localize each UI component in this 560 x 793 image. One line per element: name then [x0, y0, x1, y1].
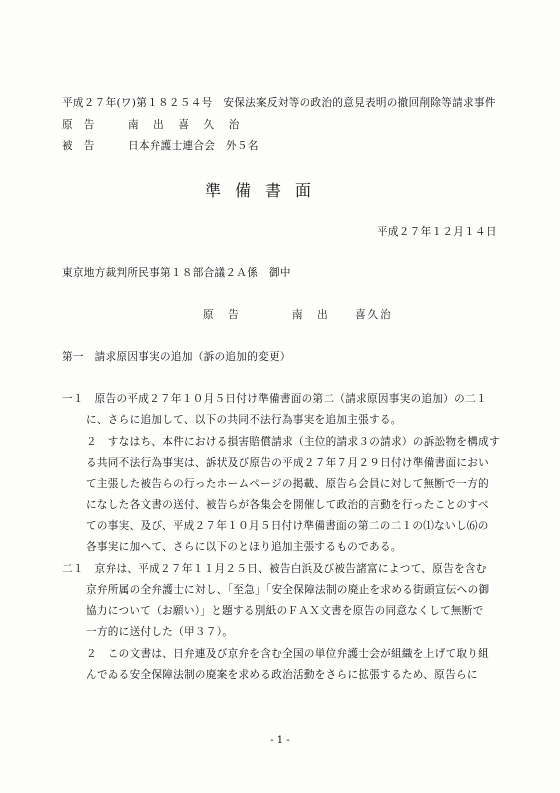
paragraph-line: に、さらに追加して、以下の共同不法行為事実を追加主張する。	[86, 414, 402, 426]
paragraph-line: ２ すなはち、本件における損害賠償請求（主位的請求３の請求）の訴訟物を構成す	[86, 436, 500, 448]
defendant-label: 被 告	[62, 140, 95, 152]
paragraph-line: 一１ 原告の平成２７年１０月５日付け準備書面の第二（請求原因事実の追加）の二１	[62, 393, 487, 405]
signer-name: 南 出 喜久治	[292, 309, 393, 321]
paragraph-line: ２ この文書は、日弁連及び京弁を含む全国の単位弁護士会が組織を上げて取り組	[86, 648, 490, 660]
section-heading: 第一 請求原因事実の追加（訴の追加的変更）	[62, 351, 291, 363]
plaintiff-label: 原 告	[62, 119, 95, 131]
paragraph-line: る共同不法行為事実は、訴状及び原告の平成２７年７月２９日付け準備書面におい	[86, 457, 490, 469]
paragraph-line: 一方的に送付した（甲３７）。	[86, 626, 234, 638]
page-number: - 1 -	[270, 735, 290, 746]
paragraph-line: になした各文書の送付、被告らが各集会を開催して政治的言動を行ったことのすべ	[86, 499, 489, 511]
paragraph-line: 京弁所属の全弁護士に対し、「至急」「安全保障法制の廃止を求める街頭宣伝への御	[86, 584, 490, 596]
paragraph-line: 各事実に加へて、さらに以下のとほり追加主張するものである。	[86, 541, 402, 553]
court-addressee: 東京地方裁判所民事第１８部合議２Ａ係 御中	[62, 267, 291, 279]
signer-label: 原 告	[203, 309, 241, 321]
defendant-name: 日本弁護士連合会 外５名	[128, 140, 259, 152]
document-title: 準備書面	[205, 181, 326, 200]
paragraph-line: て主張した被告らの行ったホームページの掲載、原告ら会員に対して無断で一方的	[86, 478, 489, 490]
document-date: 平成２７年１２月１４日	[377, 226, 497, 238]
paragraph-line: 二１ 京弁は、平成２７年１１月２５日、被告白浜及び被告諸富によつて、原告を含む	[62, 563, 487, 575]
paragraph-line: んでゐる安全保障法制の廃案を求める政治活動をさらに拡張するため、原告らに	[86, 669, 478, 681]
plaintiff-name: 南 出 喜 久 治	[128, 119, 242, 131]
case-number-line: 平成２７年(ワ)第１８２５４号 安保法案反対等の政治的意見表明の撤回削除等請求事件	[62, 97, 496, 109]
paragraph-line: ての事実、及び、平成２７年１０月５日付け準備書面の第二の二１の⑴ないし⑹の	[86, 520, 489, 532]
paragraph-line: 協力について（お願い）」と題する別紙のＦＡＸ文書を原告の同意なくして無断で	[86, 605, 484, 617]
